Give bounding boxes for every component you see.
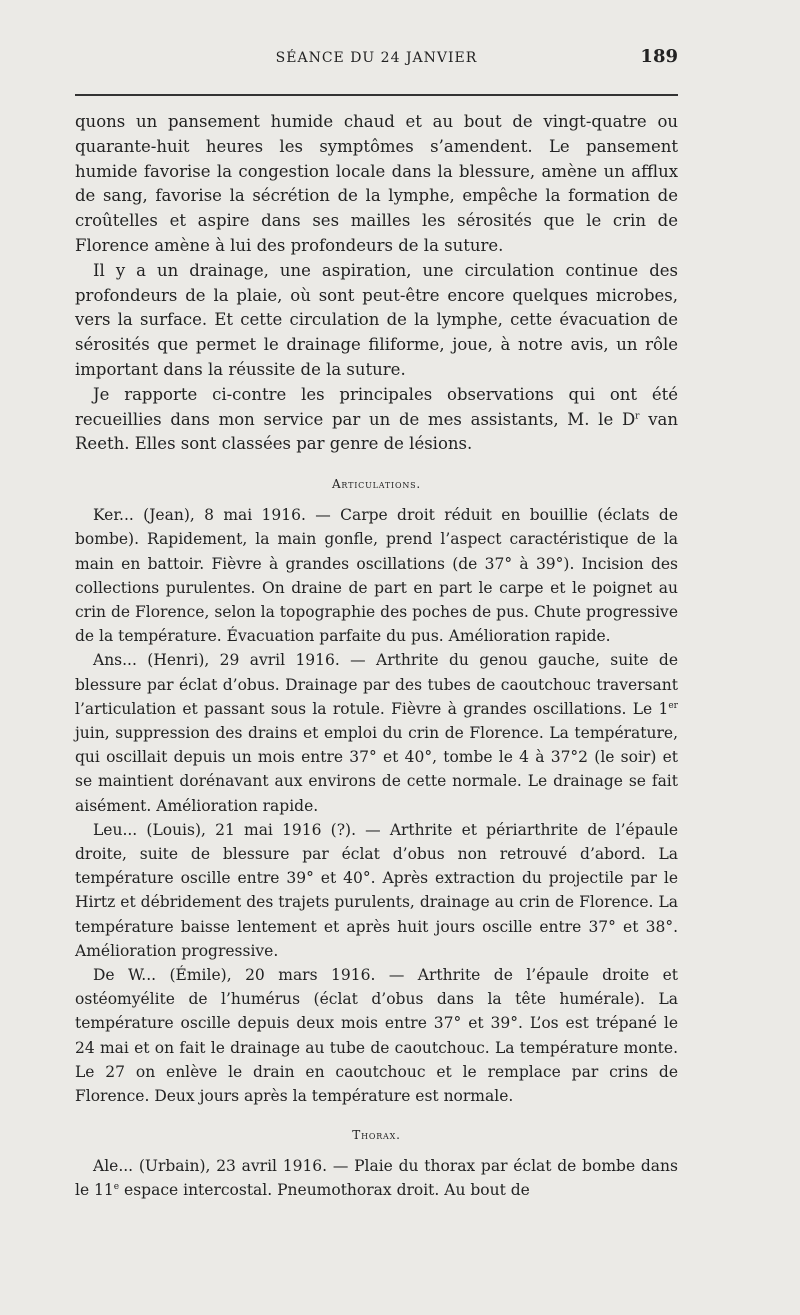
intro-paragraph-2: Il y a un drainage, une aspiration, une circulation continue des profondeurs de la plaie, où sont peut-être encore quelques microbes, vers la surface. Et cette circulation de la lymphe, cette évacuation de sérosités que permet le drainage filiforme, joue, à notre avis, un rôle important dans la réussite de la suture. bbox=[75, 260, 678, 379]
intro-paragraph-1: quons un pansement humide chaud et au bout de vingt-quatre ou quarante-huit heures les symptômes s’amendent. Le pansement humide favorise la congestion locale dans la blessure, amène un afflux de sang, favorise la sécrétion de la lymphe, empêche la formation de croûtelles et aspire dans ses mailles les sérosités que le crin de Florence amène à lui des profondeurs de la suture. bbox=[75, 112, 678, 255]
observation-ans bbox=[75, 648, 678, 817]
section-heading-articulations: Articulations. bbox=[331, 477, 422, 492]
intro-paragraph-3-text: Je rapporte ci-contre les principales observations qui ont été recueillies dans mon service par un de mes assistants, M. le D bbox=[75, 384, 678, 429]
section-heading-thorax: Thorax. bbox=[352, 1128, 401, 1143]
observation-ale-tail: espace intercostal. Pneumothorax droit. Au bout de bbox=[119, 1181, 530, 1200]
observation-ale bbox=[75, 1154, 678, 1202]
ordinal-superscript: er bbox=[668, 700, 678, 711]
observations-thorax bbox=[75, 1154, 678, 1202]
doctor-abbrev-superscript: r bbox=[635, 411, 640, 422]
page-number: 189 bbox=[640, 46, 678, 67]
observation-leu: Leu... (Louis), 21 mai 1916 (?). — Arthrite et périarthrite de l’épaule droite, suite de blessure par éclat d’obus non retrouvé d’abord. La température oscille entre 39° et 40°. Après extraction du projectile par le Hirtz et débridement des trajets purulents, drainage au crin de Florence. La température baisse lentement et après huit jours oscille entre 37° et 38°. Amélioration progressive. bbox=[75, 820, 678, 960]
observation-ans-tail: juin, suppression des drains et emploi du crin de Florence. La température, qui oscillait depuis un mois entre 37° et 40°, tombe le 4 à 37°2 (le soir) et se maintient dorénavant aux environs de cette normale. Le drainage se fait aisément. Amélioration rapide. bbox=[75, 723, 678, 815]
running-title: SÉANCE DU 24 JANVIER bbox=[275, 50, 478, 66]
ordinal-superscript: e bbox=[113, 1182, 120, 1193]
running-head bbox=[75, 46, 678, 76]
intro-paragraph-3-tail: van Reeth. Elles sont classées par genre de lésions. bbox=[75, 409, 678, 454]
observation-ker: Ker... (Jean), 8 mai 1916. — Carpe droit réduit en bouillie (éclats de bombe). Rapidement, la main gonfle, prend l’aspect caractéristique de la main en battoir. Fièvre à grandes oscillations (de 37° à 39°). Incision des collections purulentes. On draine de part en part le carpe et le poignet au crin de Florence, selon la topographie des poches de pus. Chute progressive de la température. Évacuation parfaite du pus. Amélioration rapide. bbox=[75, 506, 678, 646]
observation-ans-text: Ans... (Henri), 29 avril 1916. — Arthrite du genou gauche, suite de blessure par éclat d’obus. Drainage par des tubes de caoutchouc traversant l’articulation et passant sous la rotule. Fièvre à grandes oscillations. Le 1 bbox=[75, 651, 678, 718]
observation-ale-text: Ale... (Urbain), 23 avril 1916. — Plaie du thorax par éclat de bombe dans le 11 bbox=[75, 1157, 678, 1200]
intro-paragraph-3 bbox=[75, 383, 678, 457]
observation-de-w: De W... (Émile), 20 mars 1916. — Arthrite de l’épaule droite et ostéomyélite de l’humérus (éclat d’obus dans la tête humérale). La température oscille depuis deux mois entre 37° et 39°. L’os est trépané le 24 mai et on fait le drainage au tube de caoutchouc. La température monte. Le 27 on enlève le drain en caoutchouc et le remplace par crins de Florence. Deux jours après la température est normale. bbox=[75, 966, 678, 1106]
header-rule bbox=[75, 94, 678, 96]
observations-articulations bbox=[75, 503, 678, 1108]
body-text bbox=[75, 110, 678, 1203]
